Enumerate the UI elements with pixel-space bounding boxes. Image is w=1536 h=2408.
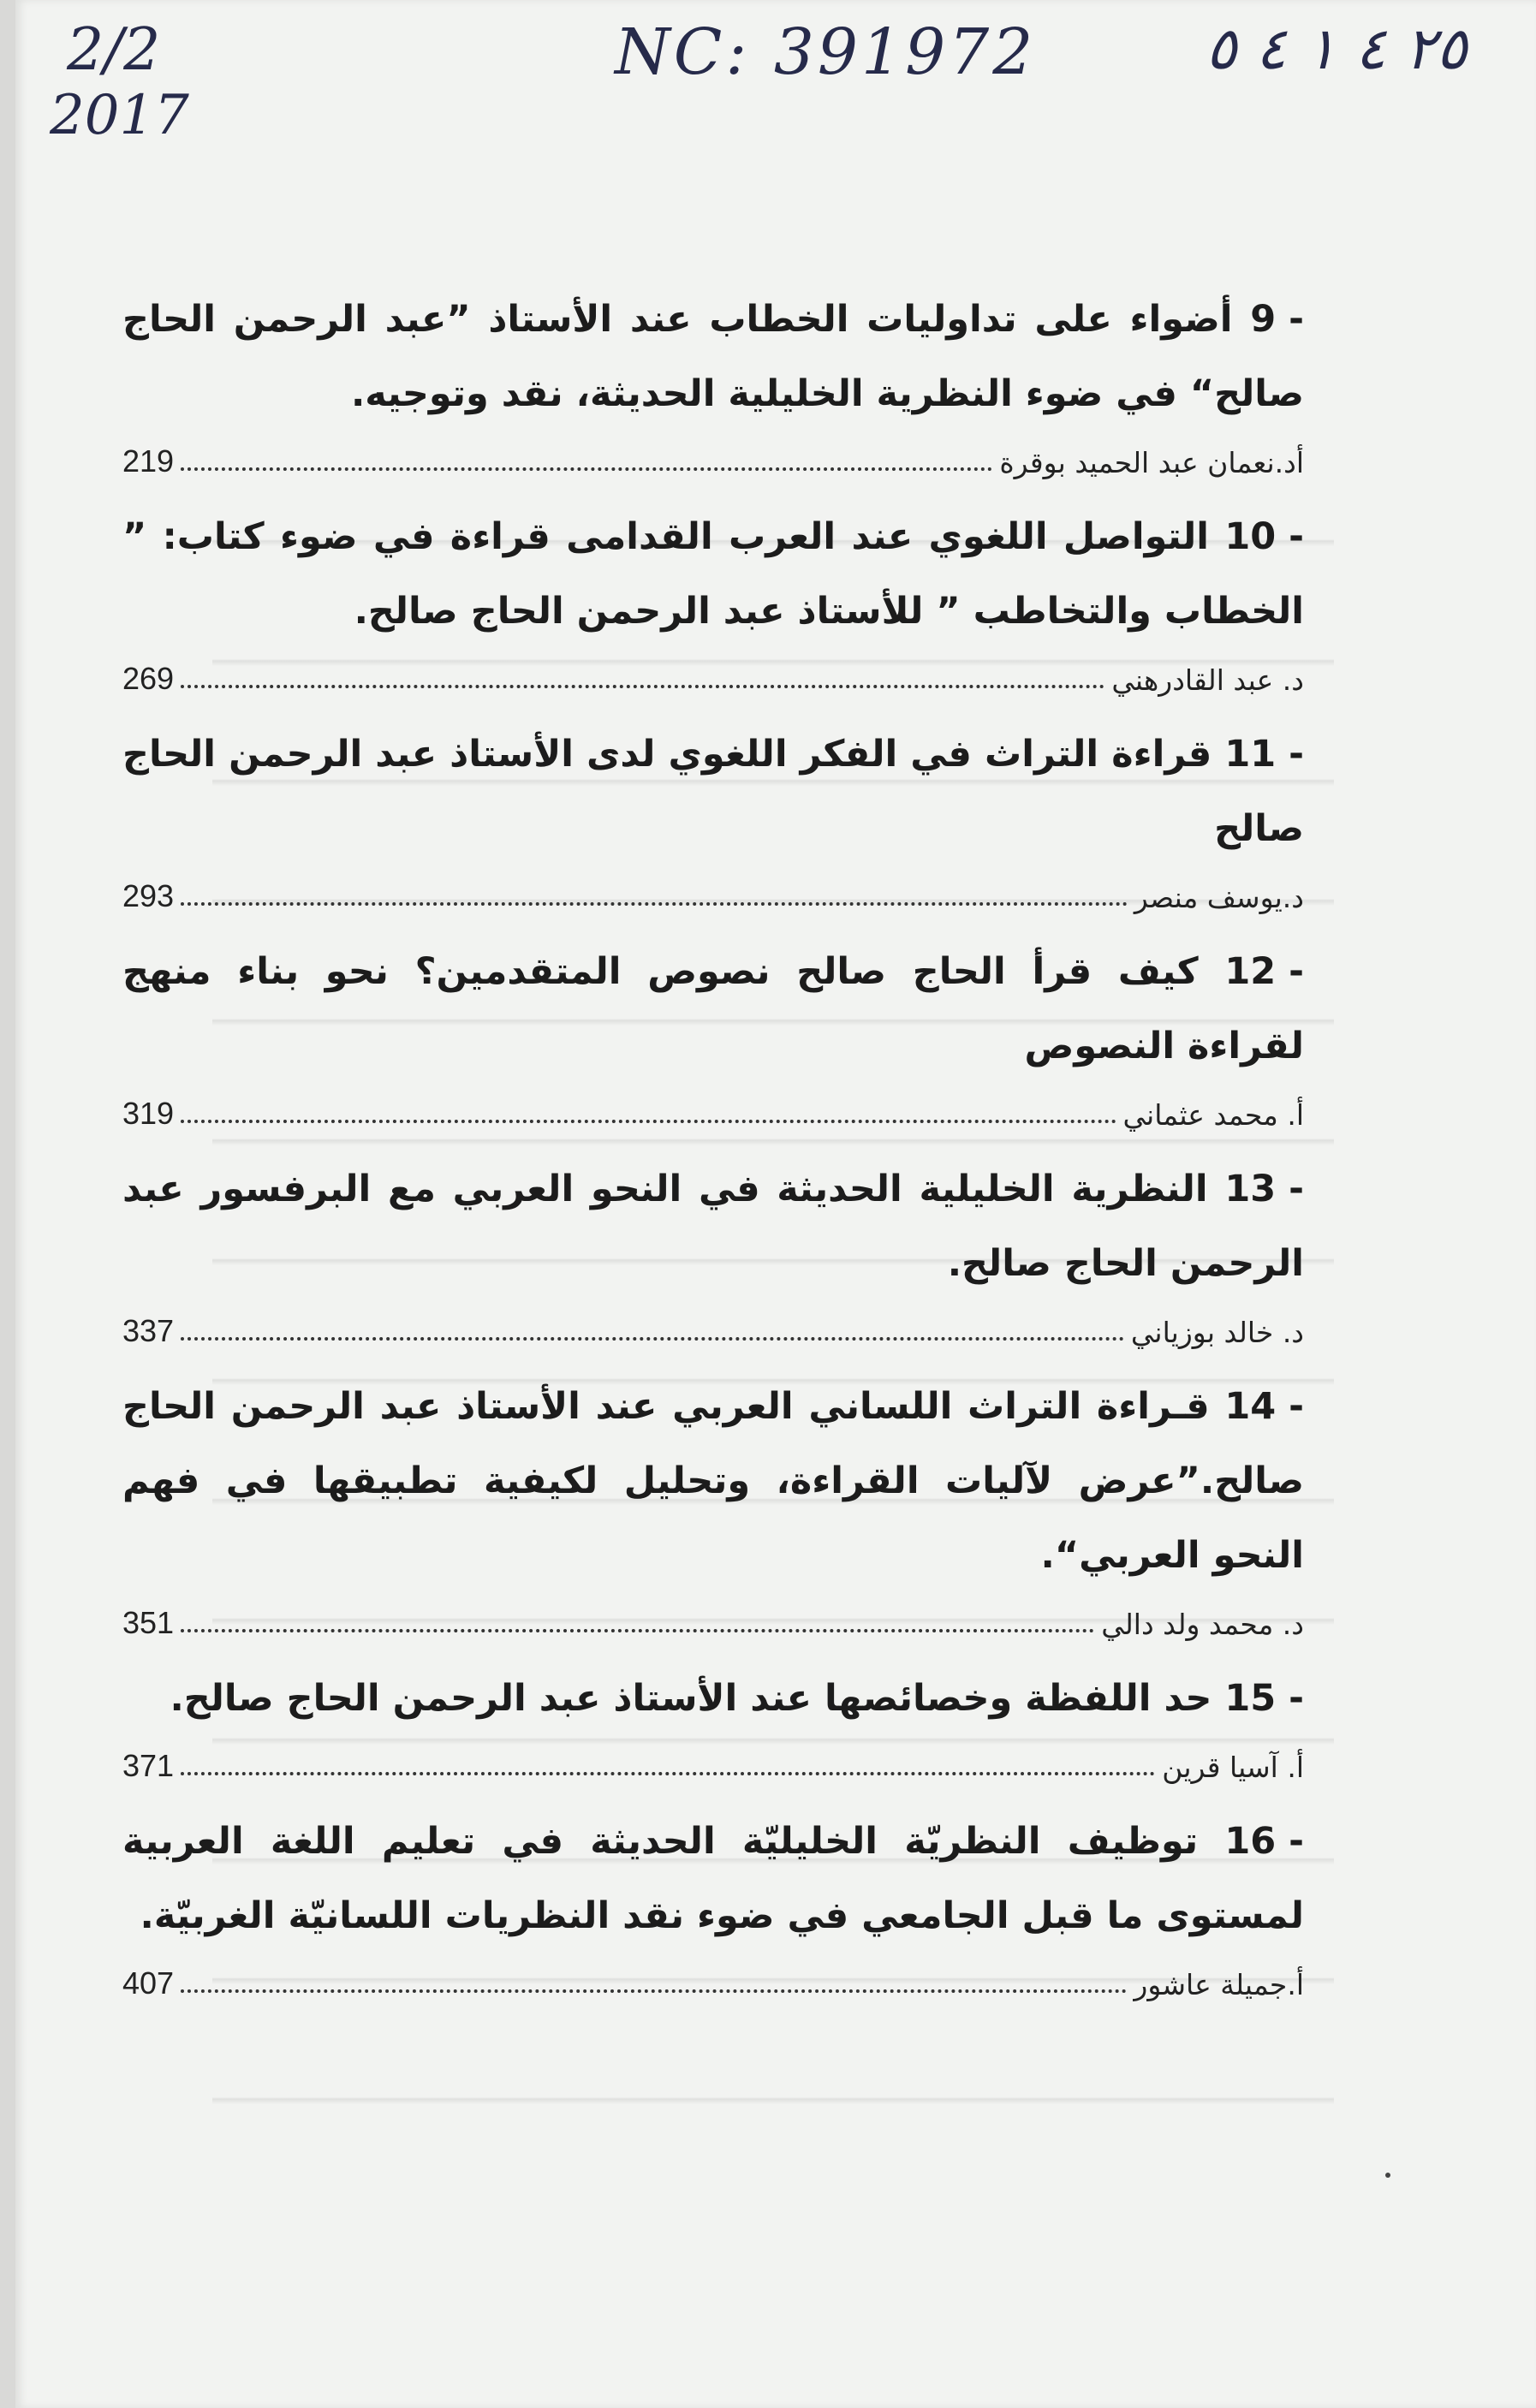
entry-title-text: حد اللفظة وخصائصها عند الأستاذ عبد الرحمن الحاج صالح. xyxy=(170,1677,1212,1720)
toc-entry xyxy=(122,1805,1304,2001)
dot-leader xyxy=(181,1772,1155,1775)
entry-title xyxy=(122,500,1304,649)
toc-entry xyxy=(122,500,1304,697)
entry-page-number: 269 xyxy=(122,661,175,696)
entry-number: 12 - xyxy=(1224,950,1304,993)
entry-number: 10 - xyxy=(1224,515,1304,558)
entry-number: 9 - xyxy=(1250,298,1304,341)
entry-author-line xyxy=(122,1953,1304,2001)
entry-title xyxy=(122,1662,1304,1736)
dot-leader xyxy=(181,685,1104,688)
entry-author: أد.نعمان عبد الحميد بوقرة xyxy=(999,446,1304,479)
dot-leader xyxy=(181,467,992,471)
entry-title xyxy=(122,935,1304,1084)
entry-number: 14 - xyxy=(1224,1385,1304,1428)
table-of-contents xyxy=(122,282,1304,2022)
handwritten-page-fraction: 2/2 xyxy=(67,16,161,84)
dot-leader xyxy=(181,902,1128,906)
entry-author-line xyxy=(122,431,1304,479)
dot-leader xyxy=(181,1629,1094,1632)
entry-number: 15 - xyxy=(1224,1677,1304,1720)
entry-title-text: التواصل اللغوي عند العرب القدامى قراءة في ضوء كتاب: ” الخطاب والتخاطب ” للأستاذ عبد الرحمن الحاج صالح. xyxy=(122,515,1304,633)
toc-entry xyxy=(122,717,1304,914)
entry-author: أ. آسيا قرين xyxy=(1162,1751,1304,1784)
entry-title-text: كيف قرأ الحاج صالح نصوص المتقدمين؟ نحو بناء منهج لقراءة النصوص xyxy=(122,950,1304,1067)
entry-title-text: أضواء على تداوليات الخطاب عند الأستاذ ”عبد الرحمن الحاج صالح“ في ضوء النظرية الخليلية الحديثة، نقد وتوجيه. xyxy=(122,298,1304,415)
toc-entry xyxy=(122,935,1304,1132)
entry-author: أ.جميلة عاشور xyxy=(1134,1968,1304,2001)
entry-page-number: 407 xyxy=(122,1965,175,2001)
entry-page-number: 319 xyxy=(122,1096,175,1131)
entry-page-number: 337 xyxy=(122,1313,175,1348)
entry-title xyxy=(122,1370,1304,1593)
entry-author: د.يوسف منصر xyxy=(1134,881,1304,914)
entry-title xyxy=(122,1152,1304,1301)
dot-leader xyxy=(181,1337,1124,1341)
handwritten-year: 2017 xyxy=(50,84,189,147)
toc-entry xyxy=(122,282,1304,479)
entry-page-number: 293 xyxy=(122,878,175,913)
toc-entry xyxy=(122,1370,1304,1641)
entry-title xyxy=(122,1805,1304,1953)
entry-title-text: قراءة التراث في الفكر اللغوي لدى الأستاذ عبد الرحمن الحاج صالح xyxy=(122,733,1304,850)
entry-author-line xyxy=(122,1301,1304,1349)
entry-title-text: توظيف النظريّة الخليليّة الحديثة في تعليم اللغة العربية لمستوى ما قبل الجامعي في ضوء نقد النظريات اللسانيّة الغربيّة. xyxy=(122,1820,1304,1937)
entry-page-number: 371 xyxy=(122,1748,175,1783)
entry-title-text: قـراءة التراث اللساني العربي عند الأستاذ عبد الرحمن الحاج صالح.”عرض لآليات القراءة، وتحليل لكيفية تطبيقها في فهم النحو العربي“. xyxy=(122,1385,1304,1577)
entry-author: د. عبد القادرهني xyxy=(1111,663,1304,697)
entry-author-line xyxy=(122,649,1304,697)
entry-page-number: 351 xyxy=(122,1605,175,1640)
entry-author-line xyxy=(122,866,1304,914)
entry-page-number: 219 xyxy=(122,443,175,479)
entry-author-line xyxy=(122,1593,1304,1641)
dot-leader xyxy=(181,1120,1116,1123)
toc-entry xyxy=(122,1662,1304,1784)
handwritten-code: ٢٥ ٤ ١ ٤ ٥ xyxy=(1206,15,1468,83)
handwritten-nc-number: NC: 391972 xyxy=(615,15,1037,89)
entry-author: أ. محمد عثماني xyxy=(1122,1098,1304,1132)
entry-title xyxy=(122,717,1304,866)
ink-spot xyxy=(1385,2173,1390,2178)
entry-title xyxy=(122,282,1304,431)
entry-number: 11 - xyxy=(1224,733,1304,776)
entry-author: د. خالد بوزياني xyxy=(1130,1316,1304,1349)
entry-number: 16 - xyxy=(1224,1820,1304,1863)
entry-number: 13 - xyxy=(1224,1168,1304,1210)
entry-author-line xyxy=(122,1736,1304,1784)
entry-author: د. محمد ولد دالي xyxy=(1101,1608,1304,1641)
book-page xyxy=(15,0,1536,2408)
entry-title-text: النظرية الخليلية الحديثة في النحو العربي مع البرفسور عبد الرحمن الحاج صالح. xyxy=(122,1168,1304,1285)
entry-author-line xyxy=(122,1084,1304,1132)
dot-leader xyxy=(181,1989,1127,1993)
toc-entry xyxy=(122,1152,1304,1349)
